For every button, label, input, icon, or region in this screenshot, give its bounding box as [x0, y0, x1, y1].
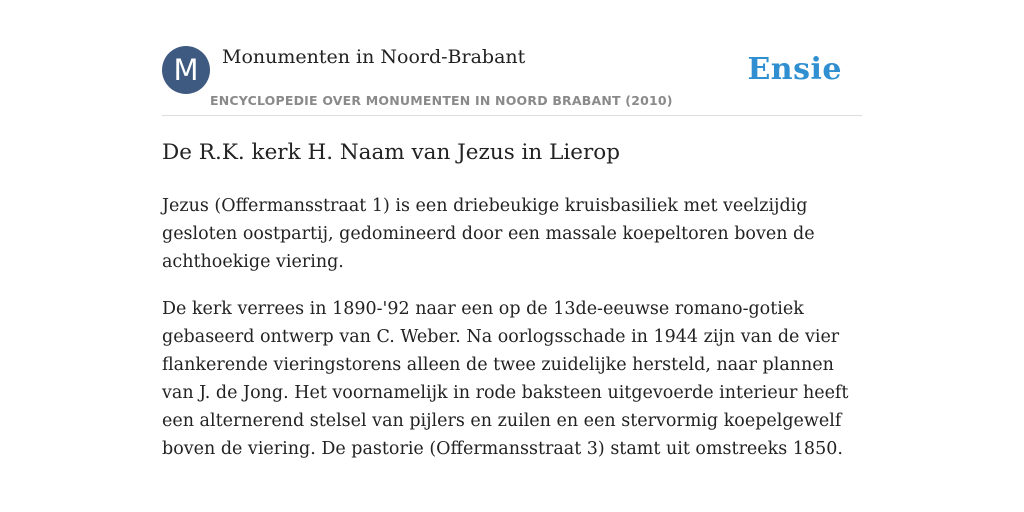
article-paragraph: De kerk verrees in 1890-'92 naar een op de 13de-eeuwse romano-gotiek gebaseerd ontwerp van C. Weber. Na oorlogsschade in 1944 zijn van de vier flankerende vieringstorens alleen de twee zuidelijke hersteld, naar plannen van J. de Jong. Het voornamelijk in rode baksteen uitgevoerde interieur heeft een alternerend stelsel van pijlers en zuilen en een stervormig koepelgewelf boven de viering. De pastorie (Offermansstraat 3) stamt uit omstreeks 1850.	[162, 299, 849, 459]
header-divider	[162, 115, 862, 116]
site-subtitle: ENCYCLOPEDIE OVER MONUMENTEN IN NOORD BRABANT (2010)	[210, 93, 673, 108]
site-title[interactable]: Monumenten in Noord-Brabant	[222, 46, 526, 68]
brand-logo[interactable]: Ensie	[747, 52, 842, 87]
article-body	[162, 192, 867, 482]
avatar[interactable]: M	[162, 46, 210, 94]
article-title: De R.K. kerk H. Naam van Jezus in Lierop	[162, 140, 620, 165]
article-paragraph: Jezus (Offermansstraat 1) is een driebeukige kruisbasiliek met veelzijdig gesloten oostpartij, gedomineerd door een massale koepeltoren boven de achthoekige viering.	[162, 196, 815, 272]
header	[162, 46, 862, 116]
